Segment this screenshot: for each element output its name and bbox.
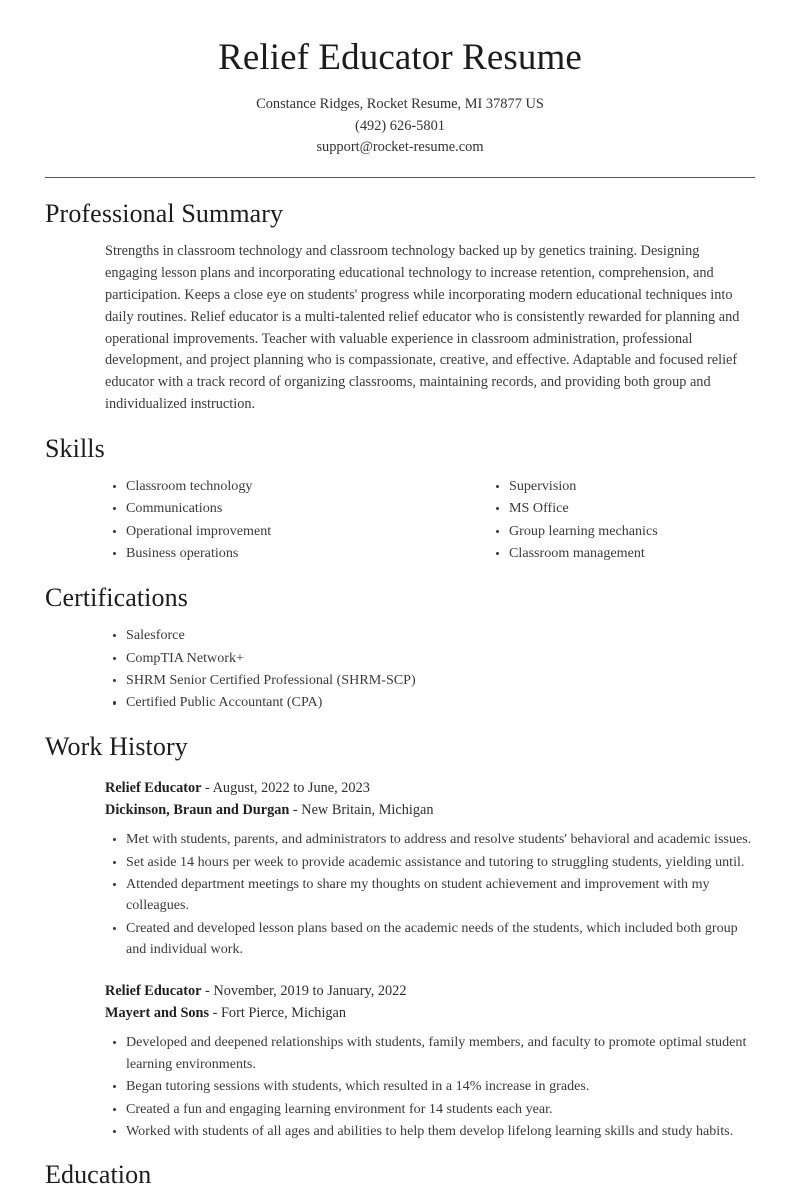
- skills-grid: [45, 476, 755, 566]
- certifications-body: [45, 625, 755, 714]
- contact-phone: (492) 626-5801: [355, 117, 445, 134]
- list-item: SHRM Senior Certified Professional (SHRM-SCP): [105, 670, 755, 691]
- section-heading-skills: Skills: [45, 433, 105, 463]
- list-item: Certified Public Accountant (CPA): [105, 692, 755, 713]
- job-title-line: [105, 980, 755, 1002]
- header-divider: [45, 177, 755, 178]
- list-item: CompTIA Network+: [105, 648, 755, 669]
- job-title-separator: -: [201, 982, 214, 999]
- job-bullets: [105, 829, 755, 961]
- section-heading-certifications: Certifications: [45, 583, 188, 613]
- section-certifications: [0, 582, 800, 713]
- contact-block: [0, 94, 800, 160]
- list-item: Supervision: [488, 476, 755, 497]
- list-item: Worked with students of all ages and abilities to help them develop lifelong learning skills and study habits.: [105, 1121, 755, 1142]
- skills-column-right: [430, 476, 755, 566]
- job-company: Dickinson, Braun and Durgan: [105, 801, 290, 818]
- list-item: Classroom technology: [105, 476, 430, 497]
- resume-header: [0, 0, 800, 159]
- work-history-entry: [45, 777, 755, 961]
- job-company: Mayert and Sons: [105, 1005, 210, 1021]
- job-location: Fort Pierce, Michigan: [220, 1005, 347, 1021]
- job-title: Relief Educator: [105, 779, 202, 796]
- skills-column-left: [105, 476, 430, 566]
- skills-list-left: [105, 476, 430, 565]
- section-education: [0, 1159, 800, 1192]
- list-item: Created a fun and engaging learning environment for 14 students each year.: [105, 1099, 755, 1120]
- list-item: Business operations: [105, 543, 430, 564]
- job-dates: August, 2022 to June, 2023: [212, 779, 370, 796]
- job-location: New Britain, Michigan: [301, 801, 434, 818]
- job-title-line: [105, 777, 755, 799]
- list-item: Created and developed lesson plans based on the academic needs of the students, which included both group and individual work.: [105, 918, 755, 961]
- contact-email: support@rocket-resume.com: [316, 139, 484, 156]
- summary-body: [45, 241, 755, 416]
- job-company-line: [105, 1002, 755, 1024]
- list-item: Began tutoring sessions with students, which resulted in a 14% increase in grades.: [105, 1076, 755, 1097]
- list-item: Met with students, parents, and administrators to address and resolve students' behavioral and academic issues.: [105, 829, 755, 850]
- summary-text: Strengths in classroom technology and classroom technology backed up by genetics training. Designing engaging lesson plans and incorporating educational technology to increase retention, comprehension, and participation. Keeps a close eye on students' progress while incorporating modern educational techniques into daily routines. Relief educator is a multi-talented relief educator who is consistently rewarded for planning and operational improvements. Teacher with valuable experience in classroom administration, professional development, and project planning who is compassionate, creative, and effective. Adaptable and focused relief educator with a track record of organizing classrooms, maintaining records, and providing both group and individualized instruction.: [105, 243, 740, 413]
- section-heading-professional-summary: Professional Summary: [45, 199, 284, 229]
- skills-list-right: [488, 476, 755, 565]
- job-title-separator: -: [201, 779, 213, 796]
- list-item: Set aside 14 hours per week to provide academic assistance and tutoring to struggling students, yielding until.: [105, 852, 755, 873]
- list-item: Operational improvement: [105, 521, 430, 542]
- job-company-line: [105, 799, 755, 821]
- list-item: Attended department meetings to share my thoughts on student achievement and improvement with my colleagues.: [105, 874, 755, 917]
- list-item: Group learning mechanics: [488, 521, 755, 542]
- job-dates: November, 2019 to January, 2022: [213, 982, 407, 999]
- list-item: Developed and deepened relationships with students, family members, and faculty to promote optimal student learning environments.: [105, 1032, 755, 1075]
- job-company-separator: -: [209, 1005, 221, 1021]
- list-item: Salesforce: [105, 625, 755, 646]
- work-history-entry: [45, 980, 755, 1143]
- section-heading-education: Education: [45, 1160, 152, 1190]
- job-title: Relief Educator: [105, 982, 202, 999]
- list-item: Communications: [105, 498, 430, 519]
- job-company-separator: -: [289, 801, 302, 818]
- list-item: MS Office: [488, 498, 755, 519]
- section-work-history: [0, 731, 800, 1143]
- list-item: Classroom management: [488, 543, 755, 564]
- job-bullets: [105, 1032, 755, 1142]
- certifications-list: [105, 625, 755, 714]
- section-heading-work-history: Work History: [45, 731, 188, 761]
- page-title: Relief Educator Resume: [218, 37, 582, 78]
- contact-address: Constance Ridges, Rocket Resume, MI 37877 US: [256, 95, 544, 112]
- section-professional-summary: [0, 198, 800, 416]
- section-skills: [0, 433, 800, 565]
